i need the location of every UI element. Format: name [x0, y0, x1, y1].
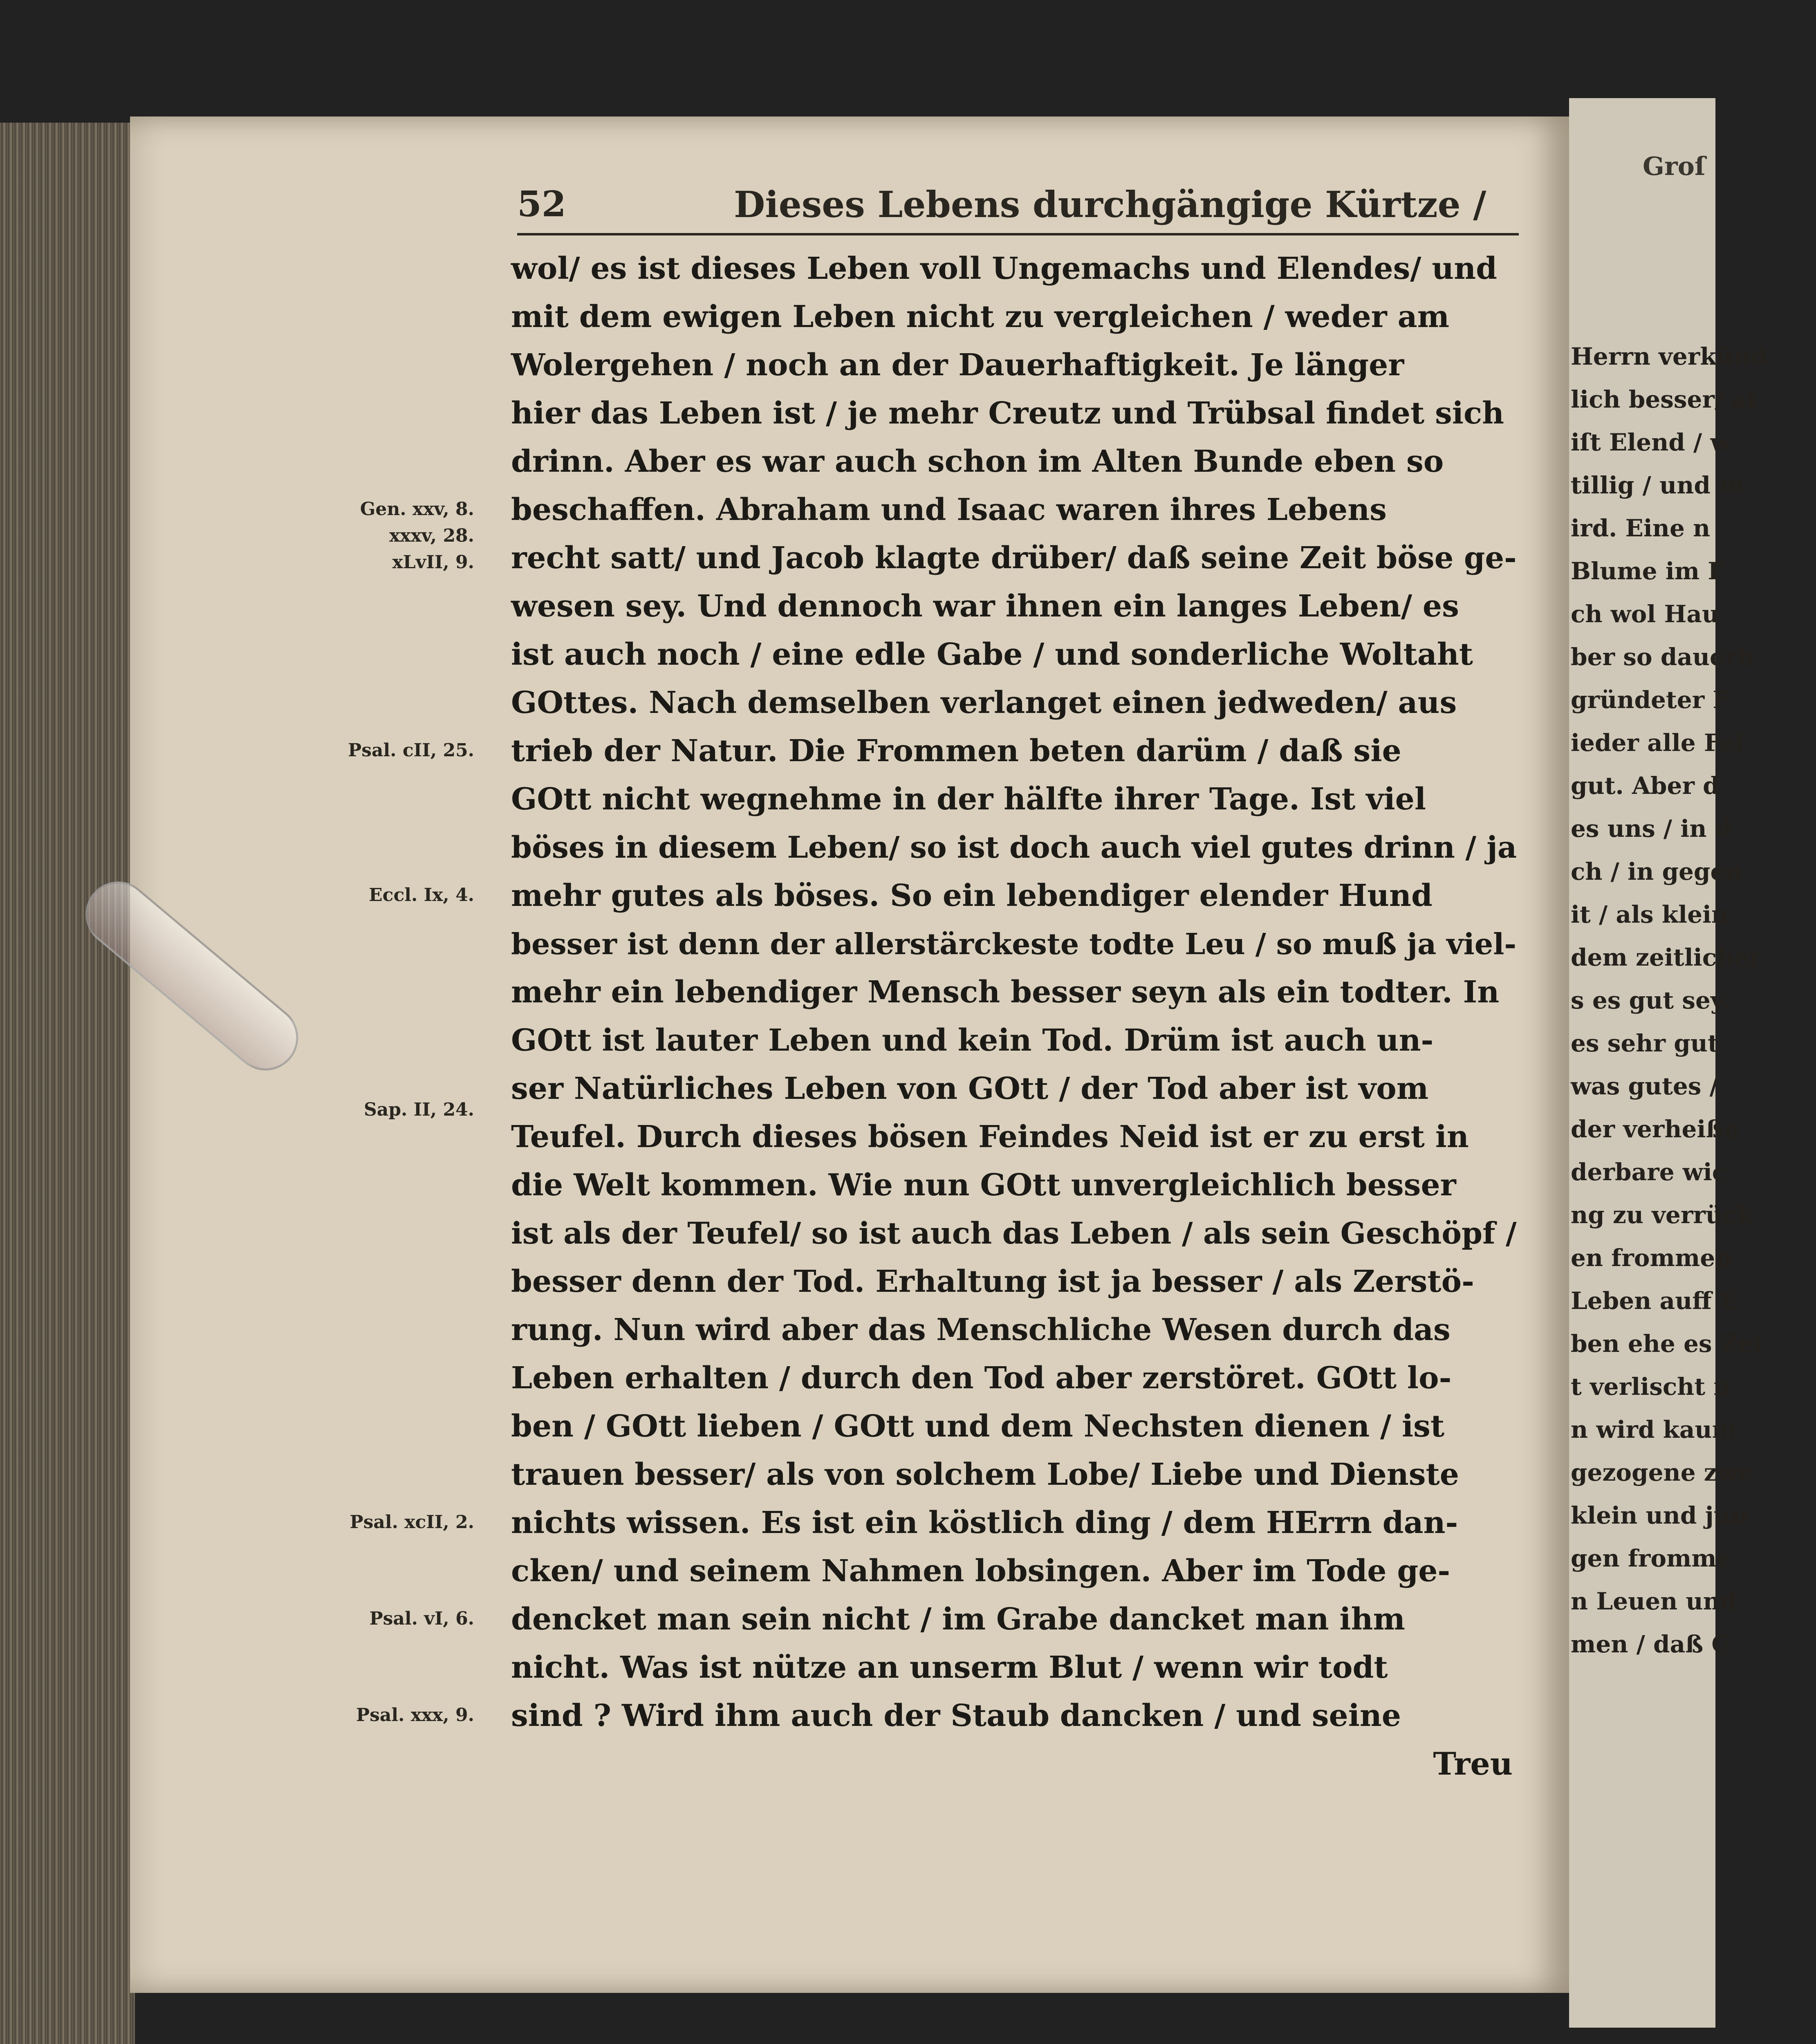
text-line: ser Natürliches Leben von GOtt / der Tod aber ist vom: [511, 1071, 1429, 1106]
facing-page-line: s es gut sey.: [1571, 986, 1730, 1014]
facing-page-line: t verlischt n: [1571, 1373, 1731, 1401]
text-line: drinn. Aber es war auch schon im Alten Bunde eben so: [511, 444, 1444, 479]
text-line: wesen sey. Und dennoch war ihnen ein langes Leben/ es: [511, 588, 1459, 624]
facing-page: [1569, 98, 1768, 2028]
facing-page-line: dem zeitlicher: [1571, 944, 1762, 971]
text-line: Wolergehen / noch an der Dauerhaftigkeit. Je länger: [511, 347, 1404, 383]
facing-page-line: gründeter F: [1571, 686, 1730, 714]
facing-page-line: ieder alle Fei: [1571, 729, 1744, 757]
facing-page-line: gut. Aber d: [1571, 772, 1720, 800]
facing-page-line: derbare wic: [1571, 1158, 1727, 1186]
text-line: rung. Nun wird aber das Menschliche Wesen durch das: [511, 1312, 1451, 1347]
text-line: trieb der Natur. Die Frommen beten darüm / daß sie: [511, 733, 1401, 769]
margin-reference: Psal. cII, 25.: [348, 740, 474, 761]
text-line: nicht. Was ist nütze an unserm Blut / wenn wir todt: [511, 1650, 1388, 1685]
facing-page-line: Herrn verkünd: [1571, 343, 1768, 370]
facing-page-line: en frommen: [1571, 1244, 1733, 1272]
facing-page-line: it / als klein: [1571, 901, 1729, 928]
facing-page-line: ch / in gegen: [1571, 858, 1743, 885]
margin-reference: Gen. xxv, 8.: [360, 499, 474, 520]
facing-page-line: tillig / und m: [1571, 471, 1744, 499]
facing-page-line: ch wol Hau: [1571, 600, 1720, 628]
facing-page-line: ben ehe es Zei: [1571, 1330, 1762, 1358]
text-line: recht satt/ und Jacob klagte drüber/ daß seine Zeit böse ge-: [511, 540, 1517, 576]
text-line: böses in diesem Leben/ so ist doch auch viel gutes drinn / ja: [511, 830, 1517, 865]
facing-page-line: men / daß G: [1571, 1630, 1732, 1658]
body-text: [511, 244, 1541, 1788]
facing-page-line: es sehr gut: [1571, 1029, 1719, 1057]
margin-reference: xxxv, 28.: [389, 525, 474, 546]
text-line: besser ist denn der allerstärckeste todte Leu / so muß ja viel-: [511, 927, 1517, 961]
margin-reference: Sap. II, 24.: [363, 1099, 474, 1121]
text-line: besser denn der Tod. Erhaltung ist ja besser / als Zerstö-: [511, 1264, 1474, 1299]
page-number: 52: [517, 184, 566, 225]
facing-page-line: es uns / in d: [1571, 815, 1732, 843]
facing-page-head: Groſ: [1643, 151, 1706, 181]
text-line: GOttes. Nach demselben verlanget einen jedweden/ aus: [511, 685, 1457, 720]
margin-reference: xLvII, 9.: [392, 551, 474, 573]
text-line: GOtt nicht wegnehme in der hälfte ihrer Tage. Ist viel: [511, 781, 1426, 817]
text-line: ben / GOtt lieben / GOtt und dem Nechsten dienen / ist: [511, 1408, 1445, 1444]
book-edge-left: [0, 123, 135, 2044]
facing-page-line: Leben auff E: [1571, 1287, 1738, 1315]
text-line: die Welt kommen. Wie nun GOtt unvergleichlich besser: [511, 1167, 1456, 1203]
facing-page-line: was gutes /: [1571, 1072, 1718, 1100]
margin-reference: Eccl. Ix, 4.: [369, 885, 474, 905]
text-line: dencket man sein nicht / im Grabe dancket man ihm: [511, 1601, 1406, 1637]
facing-page-line: n Leuen und: [1571, 1587, 1737, 1615]
facing-page-line: lich besser/ al: [1571, 385, 1756, 413]
facing-page-line: iſt Elend / w: [1571, 428, 1731, 456]
text-line: beschaffen. Abraham und Isaac waren ihres Lebens: [511, 492, 1387, 527]
text-line: ist als der Teufel/ so ist auch das Leben / als sein Geschöpf /: [511, 1216, 1517, 1251]
text-line: nichts wissen. Es ist ein köstlich ding / dem HErrn dan-: [511, 1505, 1458, 1540]
text-line: Leben erhalten / durch den Tod aber zerstöret. GOtt lo-: [511, 1360, 1452, 1396]
running-title: Dieses Lebens durchgängige Kürtze /: [734, 183, 1486, 226]
text-line: mehr gutes als böses. So ein lebendiger elender Hund: [511, 878, 1433, 913]
text-line: hier das Leben ist / je mehr Creutz und Trübsal findet sich: [511, 395, 1504, 431]
facing-page-line: ng zu verrück: [1571, 1201, 1754, 1229]
facing-page-line: gezogene zwe: [1571, 1459, 1753, 1486]
header-rule: [517, 233, 1519, 235]
text-line: wol/ es ist dieses Leben voll Ungemachs und Elendes/ und: [511, 251, 1498, 286]
text-line: cken/ und seinem Nahmen lobsingen. Aber im Tode ge-: [511, 1553, 1451, 1589]
facing-page-line: klein und jun: [1571, 1502, 1748, 1529]
text-line: mehr ein lebendiger Mensch besser seyn als ein todter. In: [511, 974, 1500, 1010]
margin-reference: Psal. xcII, 2.: [350, 1512, 474, 1533]
facing-page-line: gen fromme: [1571, 1544, 1732, 1572]
text-line: trauen besser/ als von solchem Lobe/ Liebe und Dienste: [511, 1457, 1459, 1492]
text-line: sind ? Wird ihm auch der Staub dancken / und seine: [511, 1698, 1401, 1733]
facing-page-line: Blume im F: [1571, 557, 1725, 585]
margin-reference: Psal. xxx, 9.: [356, 1705, 474, 1726]
text-line: Teufel. Durch dieses bösen Feindes Neid ist er zu erst in: [511, 1119, 1469, 1154]
facing-page-text: [1571, 335, 1816, 1666]
facing-page-line: der verheiße: [1571, 1115, 1739, 1143]
text-line: ist auch noch / eine edle Gabe / und sonderliche Woltaht: [511, 637, 1473, 672]
text-line: GOtt ist lauter Leben und kein Tod. Drüm ist auch un-: [511, 1022, 1434, 1058]
facing-page-line: n wird kaum: [1571, 1416, 1737, 1443]
text-line: Treu: [1433, 1746, 1513, 1782]
margin-reference: Psal. vI, 6.: [369, 1608, 474, 1629]
running-head: [517, 172, 1519, 237]
facing-page-line: ird. Eine n: [1571, 514, 1711, 542]
facing-page-line: ber so dauerh: [1571, 643, 1755, 671]
text-line: mit dem ewigen Leben nicht zu vergleichen / weder am: [511, 299, 1450, 334]
